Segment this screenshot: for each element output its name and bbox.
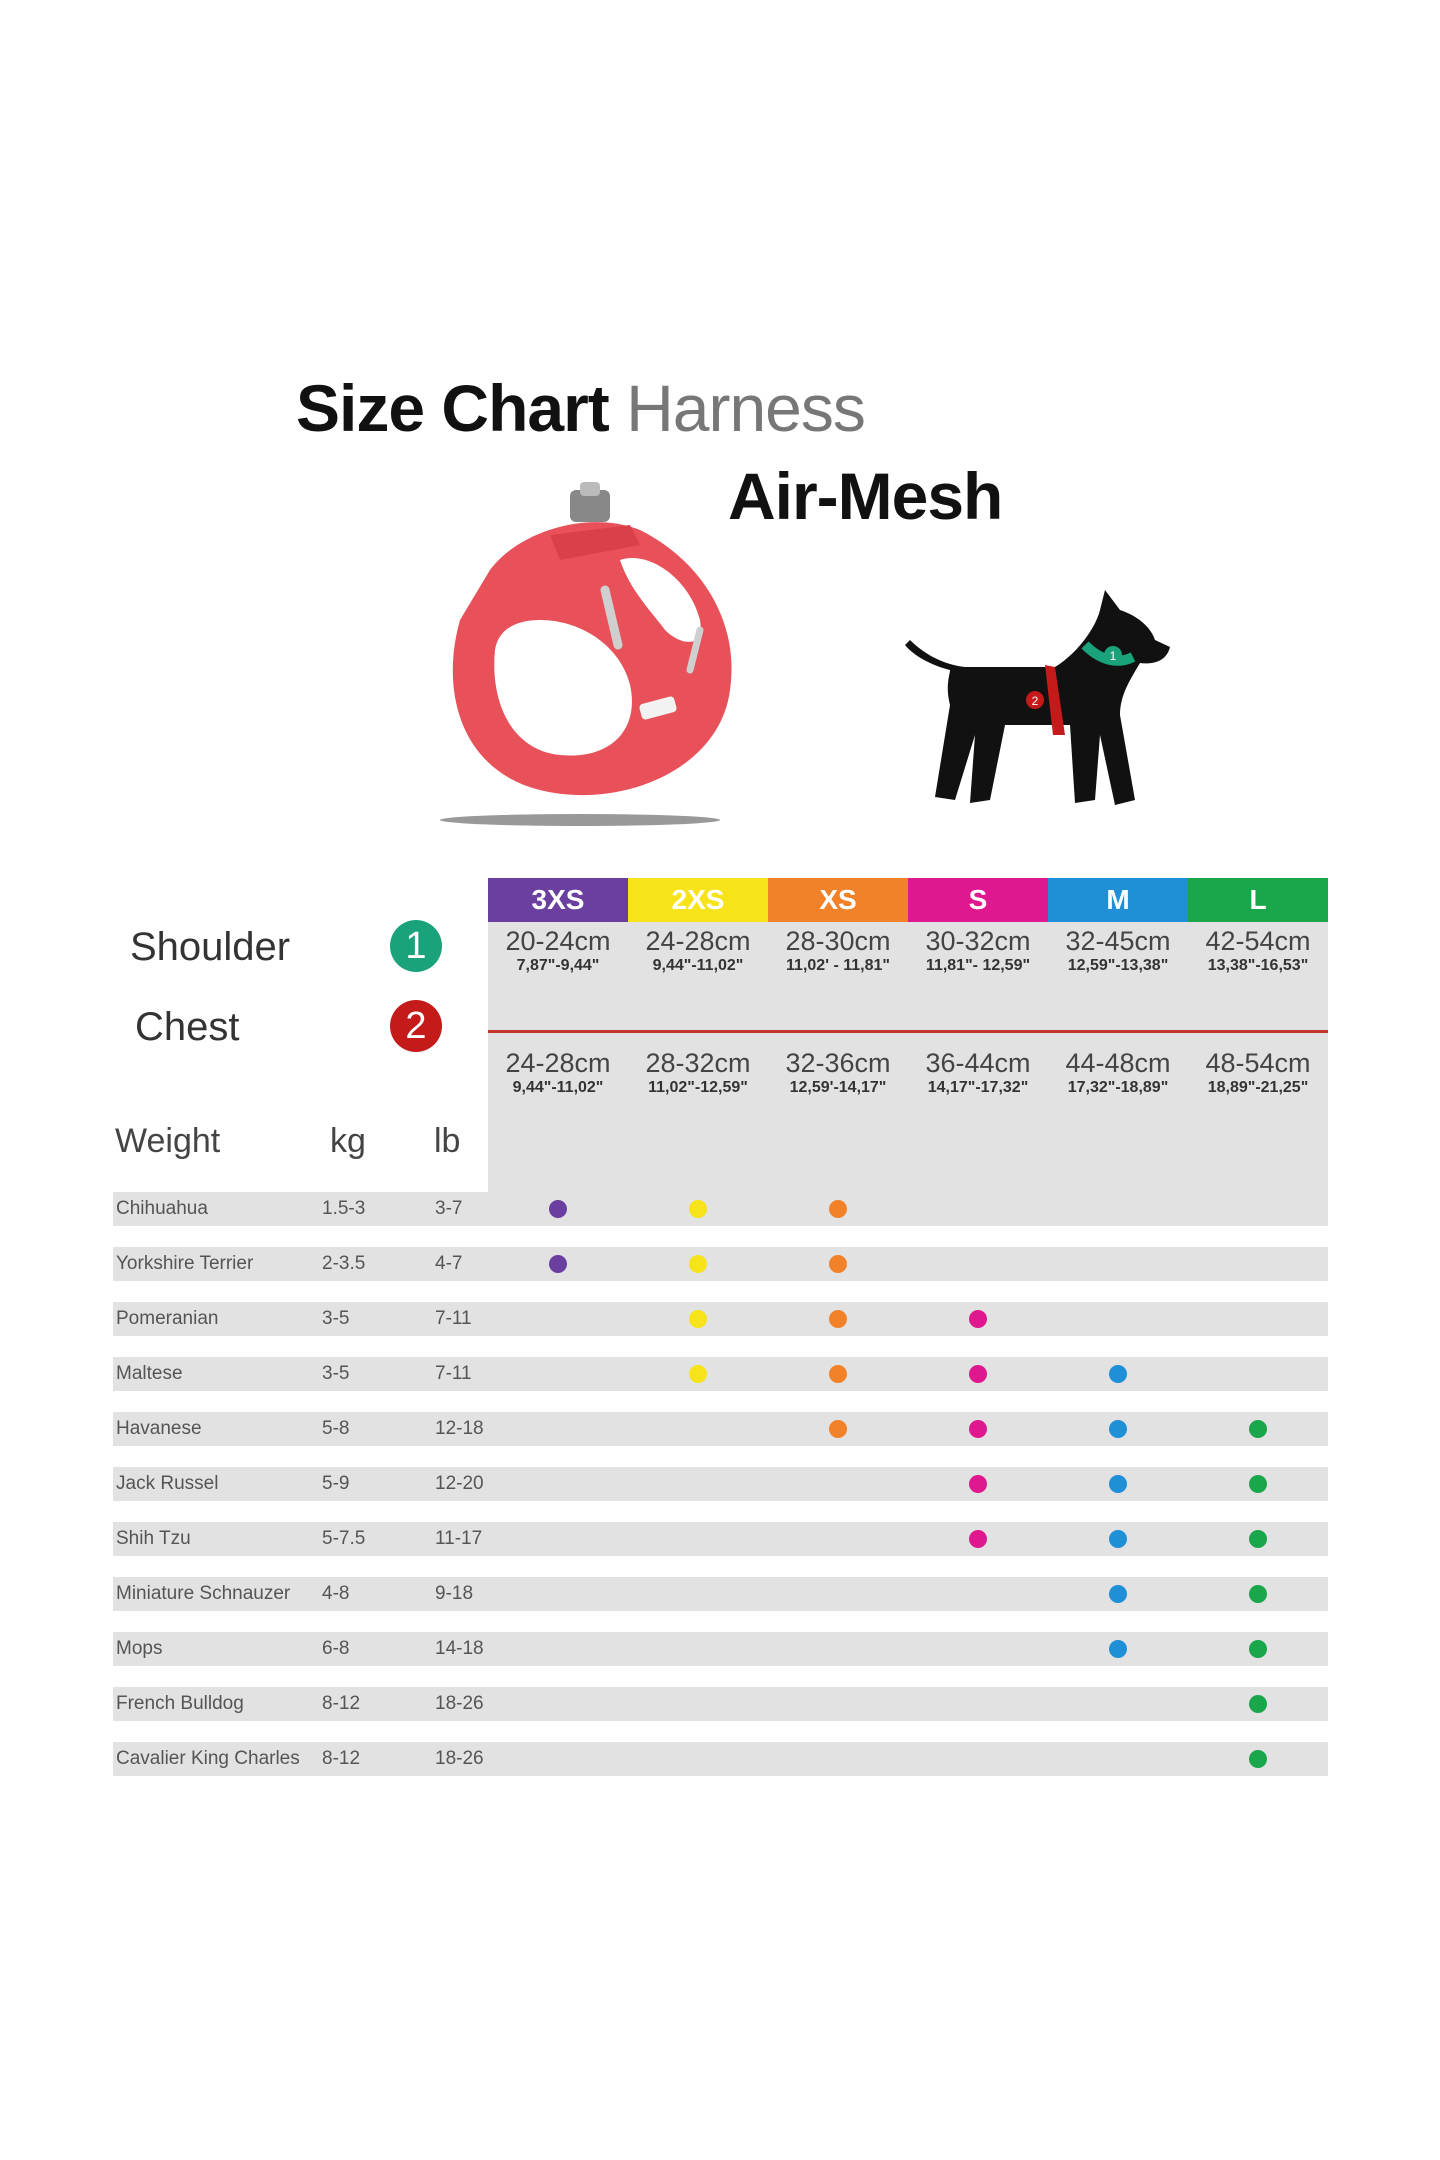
breed-lb: 12-20: [435, 1473, 484, 1494]
page-title: [296, 370, 865, 446]
shoulder-in: 7,87"-9,44": [516, 957, 600, 974]
breed-name: French Bulldog: [116, 1693, 244, 1714]
table-row: [113, 1412, 1328, 1446]
chest-cm: 28-32cm: [645, 1048, 751, 1078]
breed-lb: 7-11: [435, 1363, 472, 1384]
breed-kg: 5-8: [322, 1418, 350, 1439]
size-dot-m: [1109, 1475, 1127, 1493]
table-row: [113, 1467, 1328, 1501]
size-dot-m: [1109, 1365, 1127, 1383]
table-row: [113, 1247, 1328, 1281]
size-dot-2xs: [689, 1200, 707, 1218]
size-dot-2xs: [689, 1255, 707, 1273]
breed-name: Mops: [116, 1638, 163, 1659]
chest-row: [488, 1048, 1328, 1120]
size-grid: [488, 878, 1328, 1136]
breed-lb: 12-18: [435, 1418, 484, 1439]
size-2xs: 2XS: [628, 878, 768, 922]
size-dot-xs: [829, 1200, 847, 1218]
size-m: M: [1048, 878, 1188, 922]
size-dot-s: [969, 1310, 987, 1328]
shoulder-cm: 30-32cm: [925, 926, 1031, 956]
chest-cm: 24-28cm: [505, 1048, 611, 1078]
size-dot-xs: [829, 1255, 847, 1273]
breed-kg: 8-12: [322, 1748, 361, 1769]
breed-kg: 5-9: [322, 1473, 350, 1494]
shoulder-in: 13,38"-16,53": [1207, 957, 1309, 974]
breed-kg: 6-8: [322, 1638, 350, 1659]
size-dot-l: [1249, 1750, 1267, 1768]
breed-name: Miniature Schnauzer: [116, 1583, 291, 1604]
shoulder-cell: [488, 926, 628, 998]
size-dot-m: [1109, 1530, 1127, 1548]
size-dot-3xs: [549, 1200, 567, 1218]
size-s: S: [908, 878, 1048, 922]
size-dot-s: [969, 1365, 987, 1383]
shoulder-cm: 28-30cm: [785, 926, 891, 956]
breed-lb: 18-26: [435, 1748, 484, 1769]
kg-header: kg: [330, 1122, 366, 1160]
shoulder-label: Shoulder: [130, 925, 291, 969]
shoulder-in: 12,59"-13,38": [1067, 957, 1169, 974]
breed-name: Pomeranian: [116, 1308, 219, 1329]
size-dot-l: [1249, 1420, 1267, 1438]
shoulder-cell: [1048, 926, 1188, 998]
table-row: [113, 1742, 1328, 1776]
measurement-block: [488, 922, 1328, 1136]
dog-badge-2: 2: [1031, 694, 1039, 708]
table-row: [113, 1192, 1328, 1226]
size-dot-l: [1249, 1640, 1267, 1658]
shoulder-row: [488, 926, 1328, 998]
breed-name: Shih Tzu: [116, 1528, 191, 1549]
size-dot-m: [1109, 1420, 1127, 1438]
breed-kg: 3-5: [322, 1363, 350, 1384]
table-row: [113, 1577, 1328, 1611]
shoulder-cm: 20-24cm: [505, 926, 611, 956]
size-dot-3xs: [549, 1255, 567, 1273]
weight-header: Weight: [115, 1122, 221, 1160]
chest-cm: 44-48cm: [1065, 1048, 1171, 1078]
dog-silhouette-icon: [905, 585, 1205, 815]
shoulder-in: 11,81"- 12,59": [925, 957, 1031, 974]
shoulder-cm: 42-54cm: [1205, 926, 1311, 956]
size-dot-l: [1249, 1585, 1267, 1603]
chest-in: 11,02"-12,59": [648, 1079, 748, 1096]
size-dot-m: [1109, 1585, 1127, 1603]
size-dot-xs: [829, 1420, 847, 1438]
chest-cell: [1188, 1048, 1328, 1120]
shoulder-cell: [1188, 926, 1328, 998]
chest-cell: [908, 1048, 1048, 1120]
harness-image: [400, 470, 760, 830]
size-dot-2xs: [689, 1310, 707, 1328]
breed-kg: 1.5-3: [322, 1198, 366, 1219]
breed-name: Havanese: [116, 1418, 202, 1439]
shoulder-cell: [628, 926, 768, 998]
breed-lb: 9-18: [435, 1583, 474, 1604]
size-dot-2xs: [689, 1365, 707, 1383]
size-dot-s: [969, 1475, 987, 1493]
chest-cm: 48-54cm: [1205, 1048, 1311, 1078]
breed-kg: 8-12: [322, 1693, 361, 1714]
chest-cm: 36-44cm: [925, 1048, 1031, 1078]
shoulder-cell: [768, 926, 908, 998]
chest-in: 12,59'-14,17": [789, 1079, 887, 1096]
table-row: [113, 1302, 1328, 1336]
size-dot-s: [969, 1530, 987, 1548]
breed-kg: 5-7.5: [322, 1528, 366, 1549]
chest-cell: [1048, 1048, 1188, 1120]
shoulder-cell: [908, 926, 1048, 998]
shoulder-badge-icon: 1: [390, 920, 442, 972]
breed-name: Yorkshire Terrier: [116, 1253, 254, 1274]
chest-label: Chest: [135, 1005, 240, 1049]
size-l: L: [1188, 878, 1328, 922]
breed-lb: 14-18: [435, 1638, 484, 1659]
chest-cell: [628, 1048, 768, 1120]
title-bold: Size Chart: [296, 371, 609, 445]
size-dot-l: [1249, 1530, 1267, 1548]
shoulder-in: 11,02' - 11,81": [786, 957, 890, 974]
size-header: [488, 878, 1328, 922]
chest-badge-icon: 2: [390, 1000, 442, 1052]
chest-cell: [768, 1048, 908, 1120]
breed-name: Cavalier King Charles: [116, 1748, 300, 1769]
size-dot-xs: [829, 1365, 847, 1383]
size-dot-xs: [829, 1310, 847, 1328]
size-3xs: 3XS: [488, 878, 628, 922]
size-dot-l: [1249, 1475, 1267, 1493]
breed-lb: 18-26: [435, 1693, 484, 1714]
table-row: [113, 1357, 1328, 1391]
size-dot-l: [1249, 1695, 1267, 1713]
breed-kg: 2-3.5: [322, 1253, 366, 1274]
breed-lb: 7-11: [435, 1308, 472, 1329]
title-light: Harness: [626, 371, 865, 445]
chest-cm: 32-36cm: [785, 1048, 891, 1078]
divider: [488, 1030, 1328, 1033]
lb-header: lb: [434, 1122, 461, 1160]
breed-lb: 4-7: [435, 1253, 463, 1274]
breed-kg: 3-5: [322, 1308, 350, 1329]
chest-in: 9,44"-11,02": [512, 1079, 604, 1096]
breed-lb: 3-7: [435, 1198, 463, 1219]
shoulder-in: 9,44"-11,02": [652, 957, 744, 974]
breed-lb: 11-17: [435, 1528, 483, 1549]
size-dot-s: [969, 1420, 987, 1438]
product-name: Air-Mesh: [728, 459, 1003, 533]
dog-badge-1: 1: [1109, 649, 1117, 663]
breed-name: Chihuahua: [116, 1198, 208, 1219]
chest-in: 18,89"-21,25": [1207, 1079, 1309, 1096]
shoulder-cm: 24-28cm: [645, 926, 751, 956]
table-row: [113, 1687, 1328, 1721]
chest-cell: [488, 1048, 628, 1120]
table-row: [113, 1522, 1328, 1556]
breed-name: Jack Russel: [116, 1473, 219, 1494]
shoulder-cm: 32-45cm: [1065, 926, 1171, 956]
table-row: [113, 1632, 1328, 1666]
breed-name: Maltese: [116, 1363, 183, 1384]
breed-kg: 4-8: [322, 1583, 350, 1604]
chest-in: 17,32"-18,89": [1067, 1079, 1169, 1096]
size-xs: XS: [768, 878, 908, 922]
chest-in: 14,17"-17,32": [927, 1079, 1029, 1096]
size-dot-m: [1109, 1640, 1127, 1658]
